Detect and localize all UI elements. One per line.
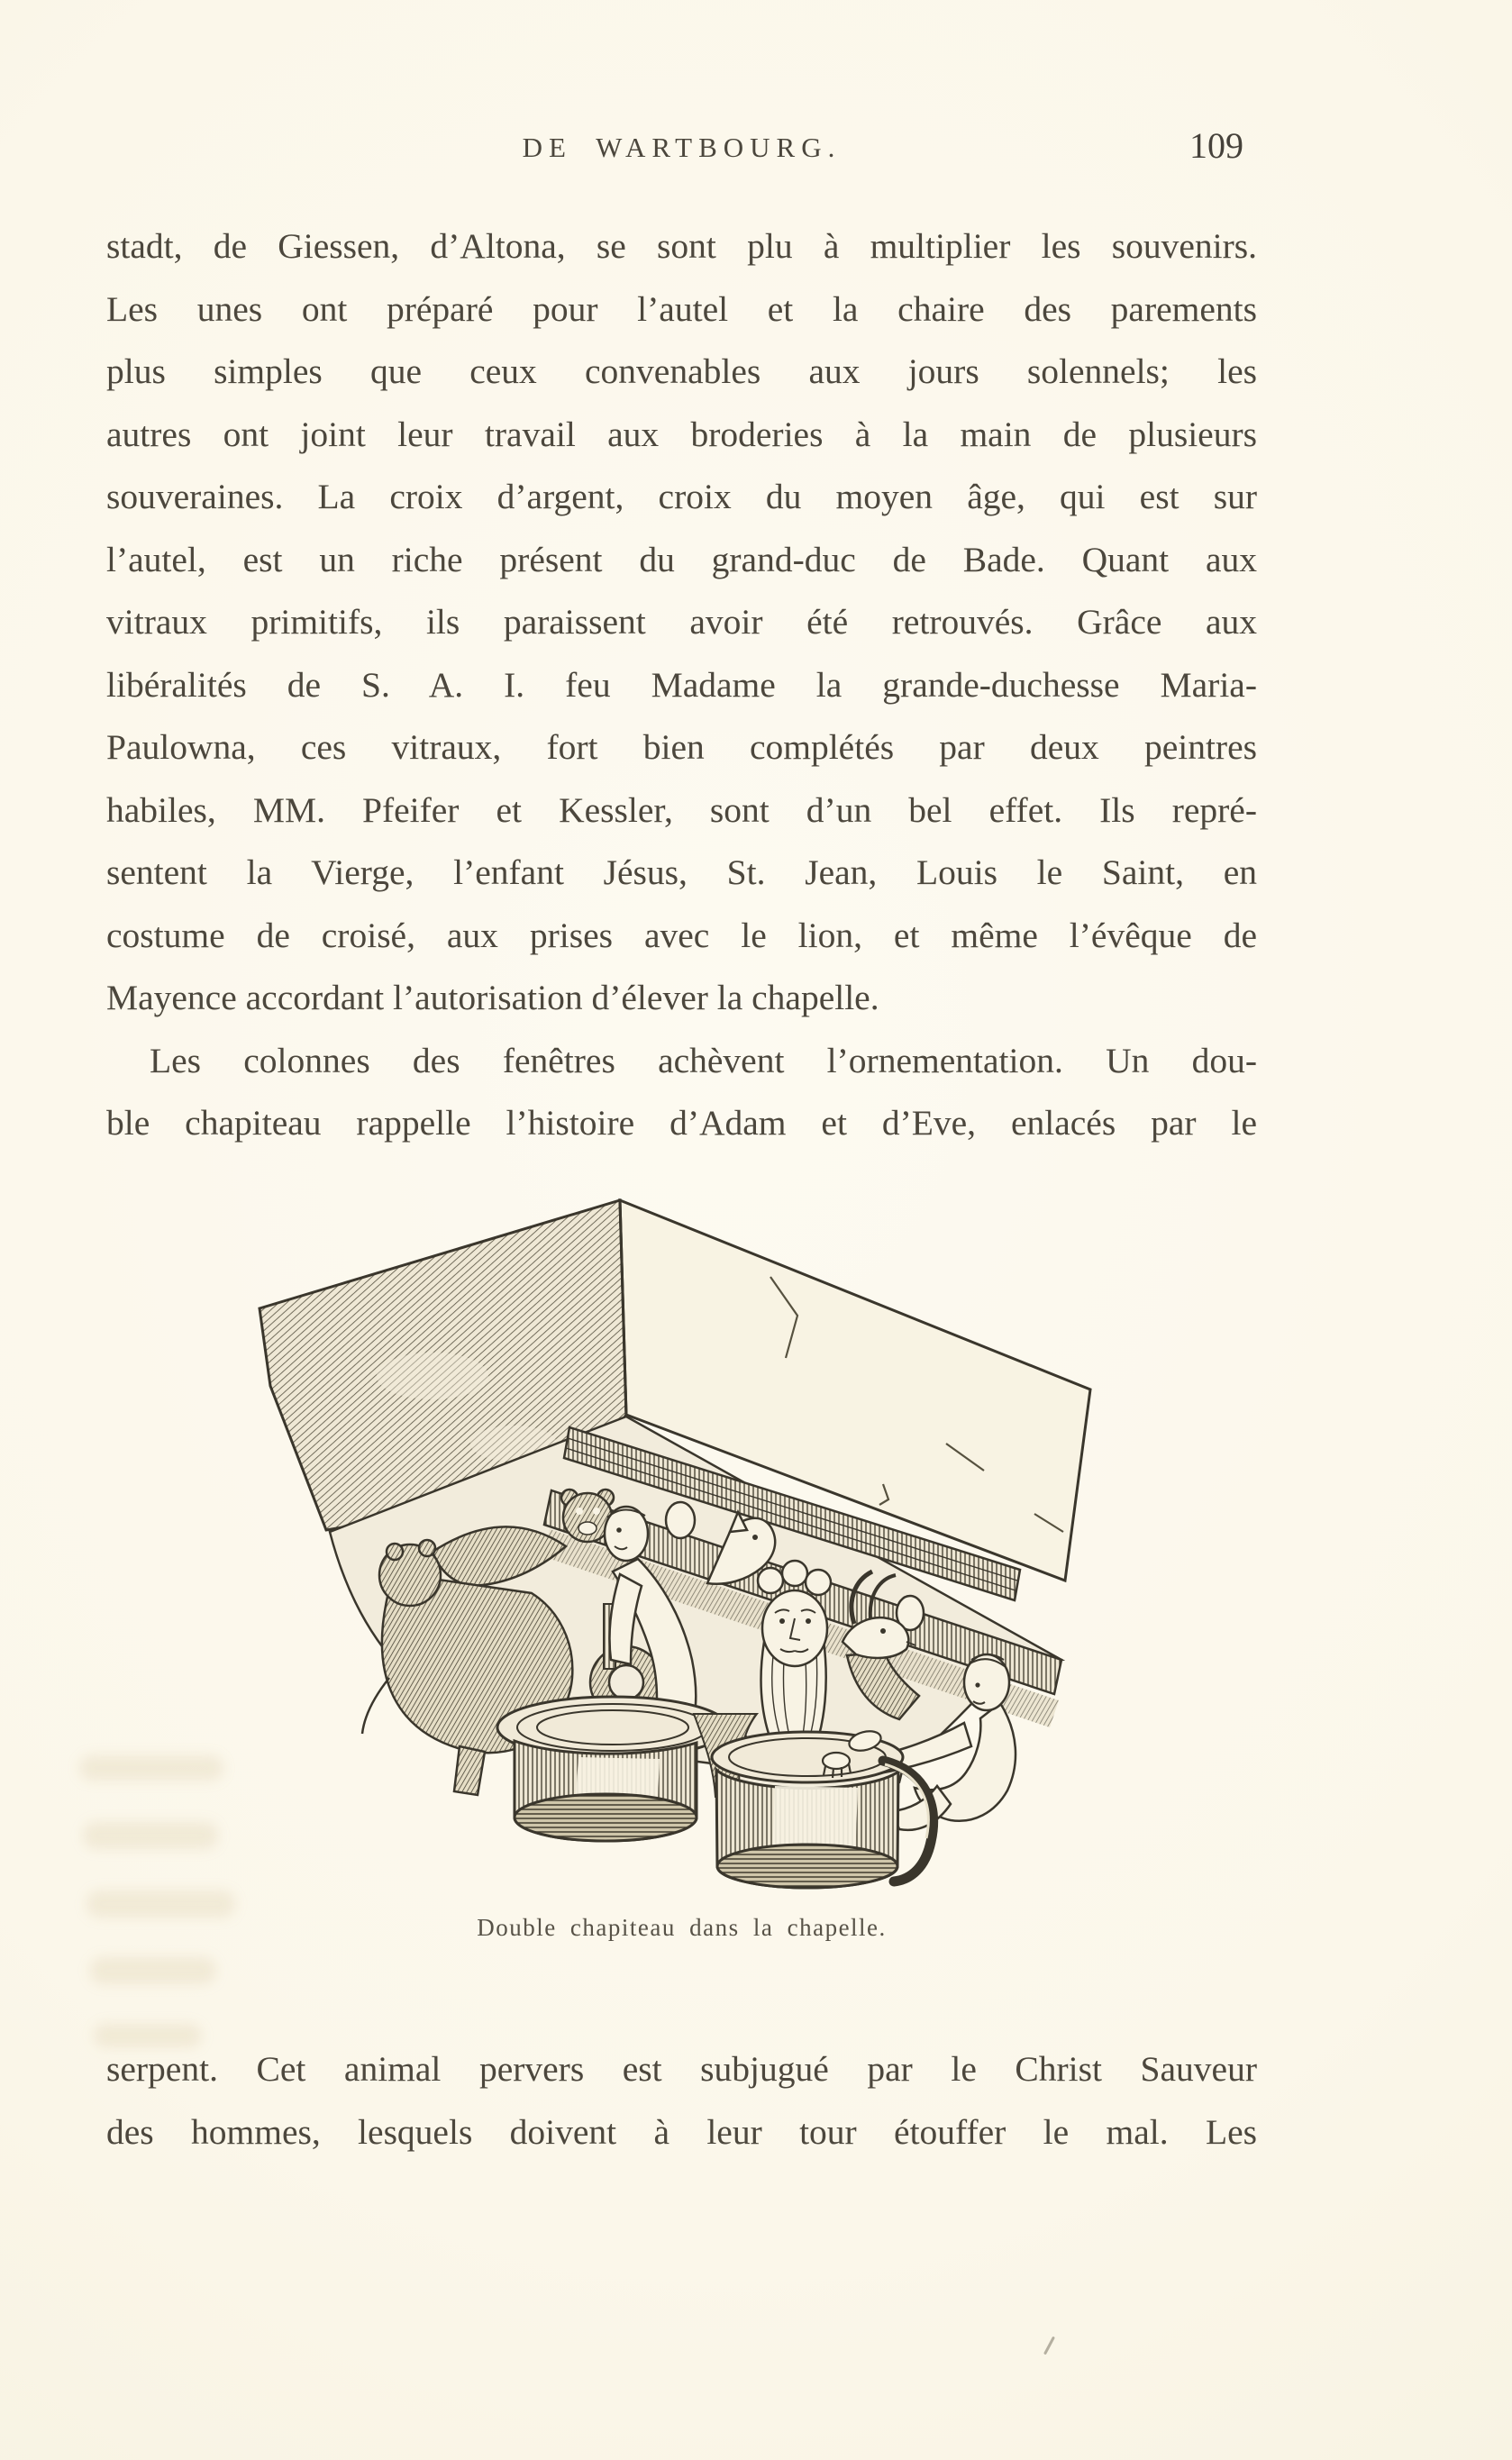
body-line: Les colonnes des fenêtres achèvent l’ornementation. Un dou-: [150, 1040, 1257, 1080]
body-line: sentent la Vierge, l’enfant Jésus, St. Jean, Louis le Saint, en: [106, 852, 1257, 892]
body-line: costume de croisé, aux prises avec le lion, et même l’évêque de: [106, 915, 1257, 955]
bleedthrough-smudge: [87, 1891, 235, 1918]
body-line: vitraux primitifs, ils paraissent avoir été retrouvés. Grâce aux: [106, 602, 1257, 642]
body-text: [106, 215, 1257, 1155]
body-line: serpent. Cet animal pervers est subjugué par le Christ Sauveur: [106, 2049, 1257, 2089]
body-line: Les unes ont préparé pour l’autel et la chaire des parements: [106, 288, 1257, 329]
body-text-after-figure: [106, 2038, 1257, 2164]
body-line: stadt, de Giessen, d’Altona, se sont plu à multiplier les souvenirs.: [106, 226, 1257, 266]
body-line: des hommes, lesquels doivent à leur tour étouffer le mal. Les: [106, 2111, 1257, 2152]
body-line: habiles, MM. Pfeifer et Kessler, sont d’un bel effet. Ils repré-: [106, 789, 1257, 830]
bleedthrough-smudge: [79, 1755, 223, 1781]
bleedthrough-smudge: [90, 1957, 216, 1984]
capital-engraving-illustration: [252, 1173, 1108, 1926]
bleedthrough-smudge: [83, 1822, 218, 1849]
body-line: libéralités de S. A. I. feu Madame la grande-duchesse Maria-: [106, 664, 1257, 705]
body-line: plus simples que ceux convenables aux jours solennels; les: [106, 351, 1257, 391]
body-line: Mayence accordant l’autorisation d’élever la chapelle.: [106, 978, 879, 1017]
body-line: souveraines. La croix d’argent, croix du moyen âge, qui est sur: [106, 477, 1257, 516]
running-header: DE WARTBOURG.: [522, 132, 842, 163]
body-line: Paulowna, ces vitraux, fort bien complétés par deux peintres: [106, 727, 1257, 767]
figure-engraving: [252, 1173, 1108, 1926]
bleedthrough-smudge: [94, 2024, 202, 2047]
page-number: 109: [1189, 125, 1243, 166]
stray-ink-mark: [1043, 2337, 1055, 2355]
body-line: l’autel, est un riche présent du grand-duc de Bade. Quant aux: [106, 539, 1257, 579]
body-line: ble chapiteau rappelle l’histoire d’Adam et d’Eve, enlacés par le: [106, 1103, 1257, 1143]
figure-caption: Double chapiteau dans la chapelle.: [477, 1914, 887, 1941]
body-line: autres ont joint leur travail aux broderies à la main de plusieurs: [106, 414, 1257, 454]
